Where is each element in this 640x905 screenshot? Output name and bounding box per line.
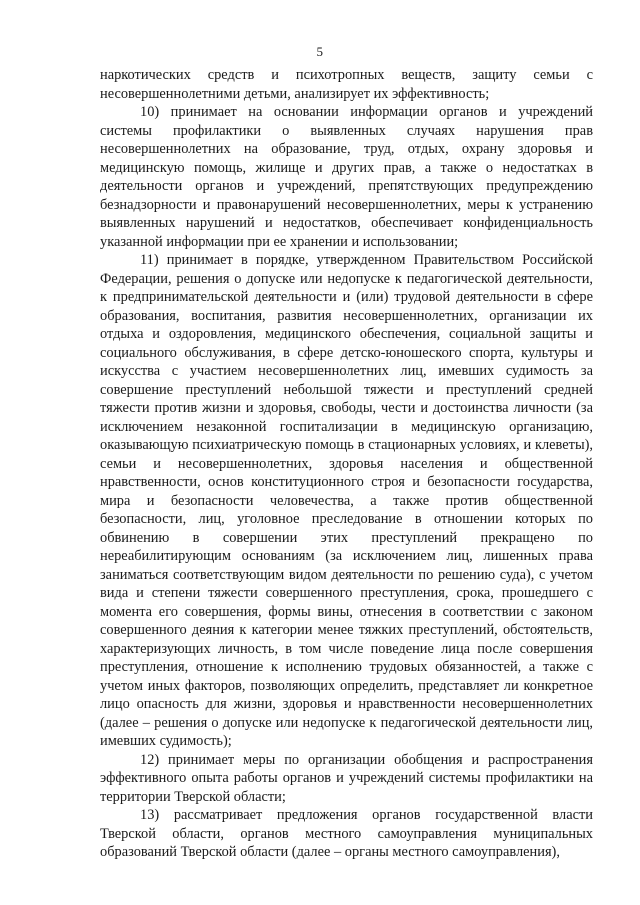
paragraph-item-10: 10) принимает на основании информации органов и учреждений системы профилактики о выявленных случаях нарушения прав несовершеннолетних на образование, труд, отдых, охрану здоровья и медицинскую помощь, жилище и других прав, а также о недостатках в деятельности органов и учреждений, препятствующих предупреждению безнадзорности и правонарушений несовершеннолетних, меры к устранению выявленных нарушений и недостатков, обеспечивает конфиденциальность указанной информации при ее хранении и использовании; <box>100 104 593 250</box>
page-number: 5 <box>316 44 324 59</box>
paragraph-continuation: наркотических средств и психотропных веществ, защиту семьи с несовершеннолетними детьми, анализирует их эффективность; <box>100 67 593 102</box>
paragraph-item-13: 13) рассматривает предложения органов государственной власти Тверской области, органов местного самоуправления муниципальных образований Тверской области (далее – органы местного самоуправления), <box>100 807 593 860</box>
document-body <box>100 66 593 862</box>
paragraph-item-12: 12) принимает меры по организации обобщения и распространения эффективного опыта работы органов и учреждений системы профилактики на территории Тверской области; <box>100 751 593 805</box>
paragraph-item-11: 11) принимает в порядке, утвержденном Правительством Российской Федерации, решения о допуске или недопуске к педагогической деятельности, к предпринимательской деятельности и (или) трудовой деятельности в сфере образования, воспитания, развития несовершеннолетних, организации их отдыха и оздоровления, медицинского обеспечения, социальной защиты и социального обслуживания, в сфере детско-юношеского спорта, культуры и искусства с участием несовершеннолетних лиц, имевших судимость за совершение преступлений небольшой тяжести и преступлений средней тяжести против жизни и здоровья, свободы, чести и достоинства личности (за исключением незаконной госпитализации в медицинскую организацию, оказывающую психиатрическую помощь в стационарных условиях, и клеветы), семьи и несовершеннолетних, здоровья населения и общественной нравственности, основ конституционного строя и безопасности государства, мира и безопасности человечества, а также против общественной безопасности, лиц, уголовное преследование в отношении которых по обвинению в совершении этих преступлений прекращено по нереабилитирующим основаниям (за исключением лиц, лишенных права заниматься соответствующим видом деятельности по решению суда), с учетом вида и степени тяжести совершенного преступления, срока, прошедшего с момента его совершения, формы вины, отнесения в соответствии с законом совершенного деяния к категории менее тяжких преступлений, обстоятельств, характеризующих личность, в том числе поведение лица после совершения преступления, отношение к исполнению трудовых обязанностей, а также с учетом иных факторов, позволяющих определить, представляет ли конкретное лицо опасность для жизни, здоровья и нравственности несовершеннолетних (далее – решения о допуске или недопуске к педагогической деятельности лиц, имевших судимость); <box>100 252 593 749</box>
